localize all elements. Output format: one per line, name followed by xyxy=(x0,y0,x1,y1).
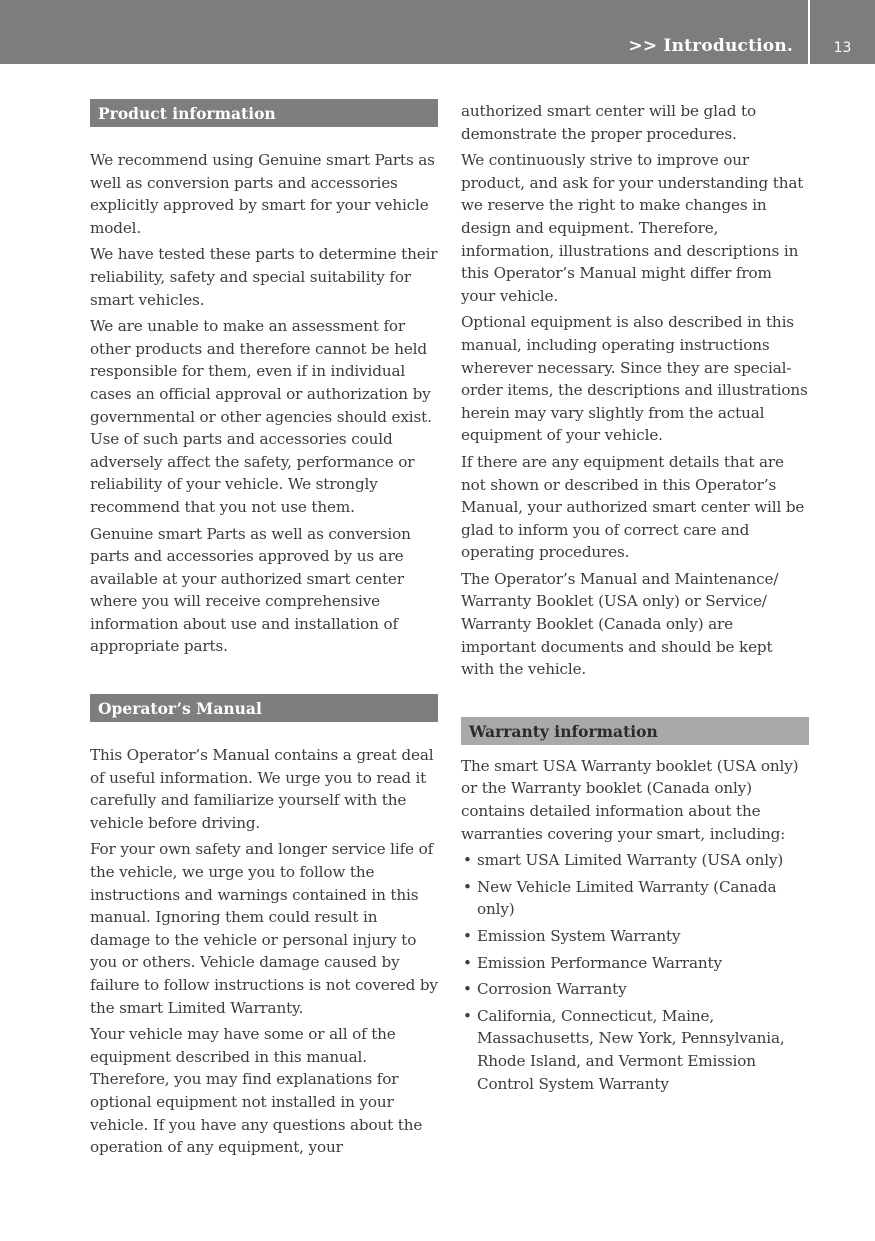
list-item-text: California, Connecticut, Maine, Massachusetts, New York, Pennsylvania, Rhode Island, and Vermont Emission Control System Warranty xyxy=(477,1006,785,1093)
bullet-icon: • xyxy=(463,927,472,945)
list-item xyxy=(461,1005,809,1095)
operators-manual-section xyxy=(90,694,438,1159)
list-item xyxy=(461,849,809,872)
product-information-section xyxy=(90,99,438,658)
section-heading-product-information: Product information xyxy=(90,99,438,127)
bullet-icon: • xyxy=(463,1006,472,1025)
left-column xyxy=(90,99,438,1163)
page-number: 13 xyxy=(833,40,852,56)
paragraph: We recommend using Genuine smart Parts as well as conversion parts and accessories explicitly approved by smart for your vehicle model. xyxy=(90,151,435,237)
paragraph: If there are any equipment details that are not shown or described in this Operator’s Manual, your authorized smart center will be glad to inform you of correct care and operating procedures. xyxy=(461,452,805,562)
right-column xyxy=(461,100,809,1099)
list-item-text: Emission System Warranty xyxy=(477,927,681,945)
section-heading-warranty-information: Warranty information xyxy=(461,717,809,745)
paragraph: authorized smart center will be glad to demonstrate the proper procedures. xyxy=(461,102,756,143)
operators-manual-continued xyxy=(461,100,809,681)
page-header-bar xyxy=(0,0,875,64)
warranty-intro: The smart USA Warranty booklet (USA only) or the Warranty booklet (Canada only) contains detailed information about the warranties covering your smart, including: xyxy=(461,756,799,843)
list-item xyxy=(461,952,809,975)
chapter-title: >> Introduction. xyxy=(628,36,793,56)
paragraph: Genuine smart Parts as well as conversion parts and accessories approved by us are available at your authorized smart center where you will receive comprehensive information about use and installation of appropriate parts. xyxy=(90,524,411,656)
section-heading-operators-manual: Operator’s Manual xyxy=(90,694,438,722)
warranty-information-section xyxy=(461,717,809,1095)
list-item xyxy=(461,925,809,948)
bullet-icon: • xyxy=(463,877,472,896)
list-item-text: Emission Performance Warranty xyxy=(477,953,722,972)
bullet-icon: • xyxy=(463,953,472,972)
warranty-list xyxy=(461,849,809,1095)
paragraph: This Operator’s Manual contains a great deal of useful information. We urge you to read it carefully and familiarize yourself with the vehicle before driving. xyxy=(90,746,434,832)
bullet-icon: • xyxy=(463,851,472,870)
paragraph: The Operator’s Manual and Maintenance/ Warranty Booklet (USA only) or Service/ Warranty Booklet (Canada only) are important documents and should be kept with the vehicle. xyxy=(461,569,779,679)
list-item-text: New Vehicle Limited Warranty (Canada only) xyxy=(477,877,777,919)
paragraph: We continuously strive to improve our product, and ask for your understanding that we reserve the right to make changes in design and equipment. Therefore, information, illustrations and descriptions in this Operator’s Manual might differ from your vehicle. xyxy=(461,151,804,305)
list-item xyxy=(461,978,809,1001)
list-item-text: Corrosion Warranty xyxy=(477,980,627,999)
paragraph: We have tested these parts to determine their reliability, safety and special suitability for smart vehicles. xyxy=(90,245,438,309)
bullet-icon: • xyxy=(463,980,472,999)
paragraph: Your vehicle may have some or all of the equipment described in this manual. Therefore, you may find explanations for optional equipment not installed in your vehicle. If you have any questions about the operation of any equipment, your xyxy=(90,1025,423,1157)
paragraph: Optional equipment is also described in this manual, including operating instructions wherever necessary. Since they are special-order items, the descriptions and illustrations herein may vary slightly from the actual equipment of your vehicle. xyxy=(461,313,808,445)
list-item-text: smart USA Limited Warranty (USA only) xyxy=(477,851,784,870)
paragraph: For your own safety and longer service life of the vehicle, we urge you to follow the instructions and warnings contained in this manual. Ignoring them could result in damage to the vehicle or personal injury to you or others. Vehicle damage caused by failure to follow instructions is not covered by the smart Limited Warranty. xyxy=(90,840,438,1017)
paragraph: We are unable to make an assessment for other products and therefore cannot be held responsible for them, even if in individual cases an official approval or authorization by governmental or other agencies should exist. Use of such parts and accessories could adversely affect the safety, performance or reliability of your vehicle. We strongly recommend that you not use them. xyxy=(90,317,432,516)
list-item xyxy=(461,876,809,921)
